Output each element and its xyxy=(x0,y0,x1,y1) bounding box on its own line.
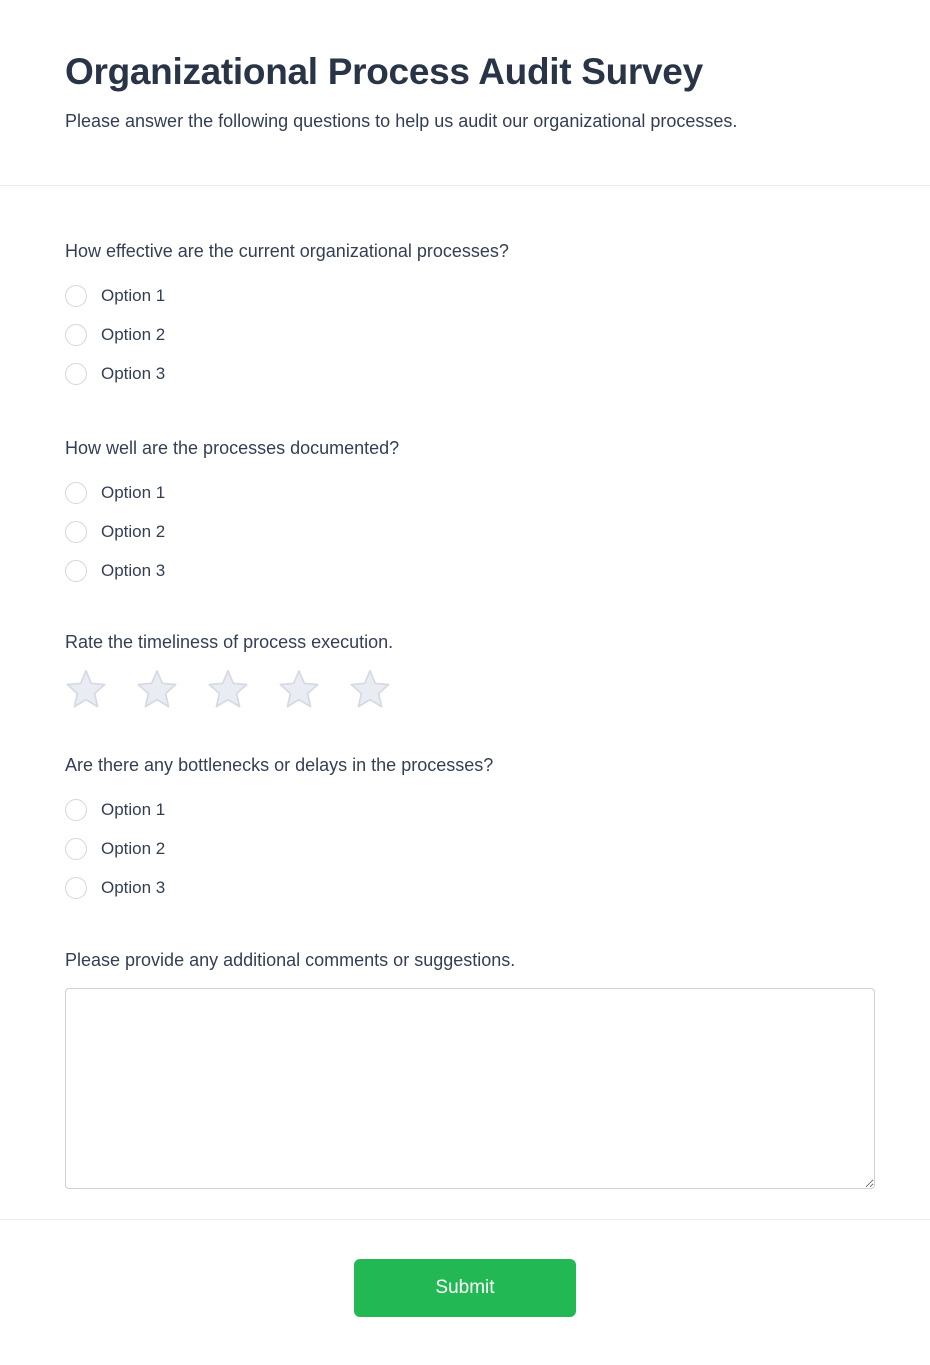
survey-title: Organizational Process Audit Survey xyxy=(65,51,703,92)
star-icon[interactable] xyxy=(278,669,320,709)
radio-circle-icon[interactable] xyxy=(65,877,87,899)
submit-button[interactable]: Submit xyxy=(354,1259,576,1317)
footer-divider xyxy=(0,1219,930,1220)
survey-footer xyxy=(0,1259,930,1317)
question-label: Please provide any additional comments or suggestions. xyxy=(65,950,516,970)
radio-option[interactable] xyxy=(65,837,875,860)
radio-option[interactable] xyxy=(65,559,875,582)
radio-circle-icon[interactable] xyxy=(65,799,87,821)
question-timeliness-rating xyxy=(65,632,875,709)
radio-option-label: Option 3 xyxy=(101,561,166,580)
radio-option[interactable] xyxy=(65,323,875,346)
radio-option[interactable] xyxy=(65,362,875,385)
question-effectiveness xyxy=(65,241,875,385)
radio-circle-icon[interactable] xyxy=(65,324,87,346)
survey-body xyxy=(0,241,930,1189)
question-documentation xyxy=(65,438,875,582)
radio-option-label: Option 1 xyxy=(101,483,166,502)
radio-option[interactable] xyxy=(65,520,875,543)
star-icon[interactable] xyxy=(136,669,178,709)
star-icon[interactable] xyxy=(207,669,249,709)
radio-circle-icon[interactable] xyxy=(65,521,87,543)
radio-option-label: Option 1 xyxy=(101,286,166,305)
question-label: Are there any bottlenecks or delays in the processes? xyxy=(65,755,494,775)
radio-options xyxy=(65,481,875,582)
star-icon[interactable] xyxy=(65,669,107,709)
radio-option[interactable] xyxy=(65,876,875,899)
survey-header xyxy=(0,0,930,185)
radio-option[interactable] xyxy=(65,798,875,821)
radio-options xyxy=(65,284,875,385)
radio-circle-icon[interactable] xyxy=(65,285,87,307)
question-bottlenecks xyxy=(65,755,875,899)
star-rating xyxy=(65,669,875,709)
radio-option-label: Option 3 xyxy=(101,364,166,383)
question-label: Rate the timeliness of process execution. xyxy=(65,632,394,652)
radio-circle-icon[interactable] xyxy=(65,363,87,385)
radio-circle-icon[interactable] xyxy=(65,560,87,582)
radio-option[interactable] xyxy=(65,481,875,504)
radio-option-label: Option 1 xyxy=(101,800,166,819)
radio-option-label: Option 3 xyxy=(101,878,166,897)
question-label: How well are the processes documented? xyxy=(65,438,400,458)
header-divider xyxy=(0,185,930,186)
radio-circle-icon[interactable] xyxy=(65,482,87,504)
question-label: How effective are the current organizational processes? xyxy=(65,241,509,261)
radio-option-label: Option 2 xyxy=(101,325,166,344)
radio-circle-icon[interactable] xyxy=(65,838,87,860)
radio-option[interactable] xyxy=(65,284,875,307)
radio-option-label: Option 2 xyxy=(101,522,166,541)
question-comments xyxy=(65,950,875,1189)
comments-textarea[interactable] xyxy=(65,988,875,1189)
radio-option-label: Option 2 xyxy=(101,839,166,858)
radio-options xyxy=(65,798,875,899)
survey-subtitle: Please answer the following questions to help us audit our organizational processes. xyxy=(65,111,738,131)
star-icon[interactable] xyxy=(349,669,391,709)
